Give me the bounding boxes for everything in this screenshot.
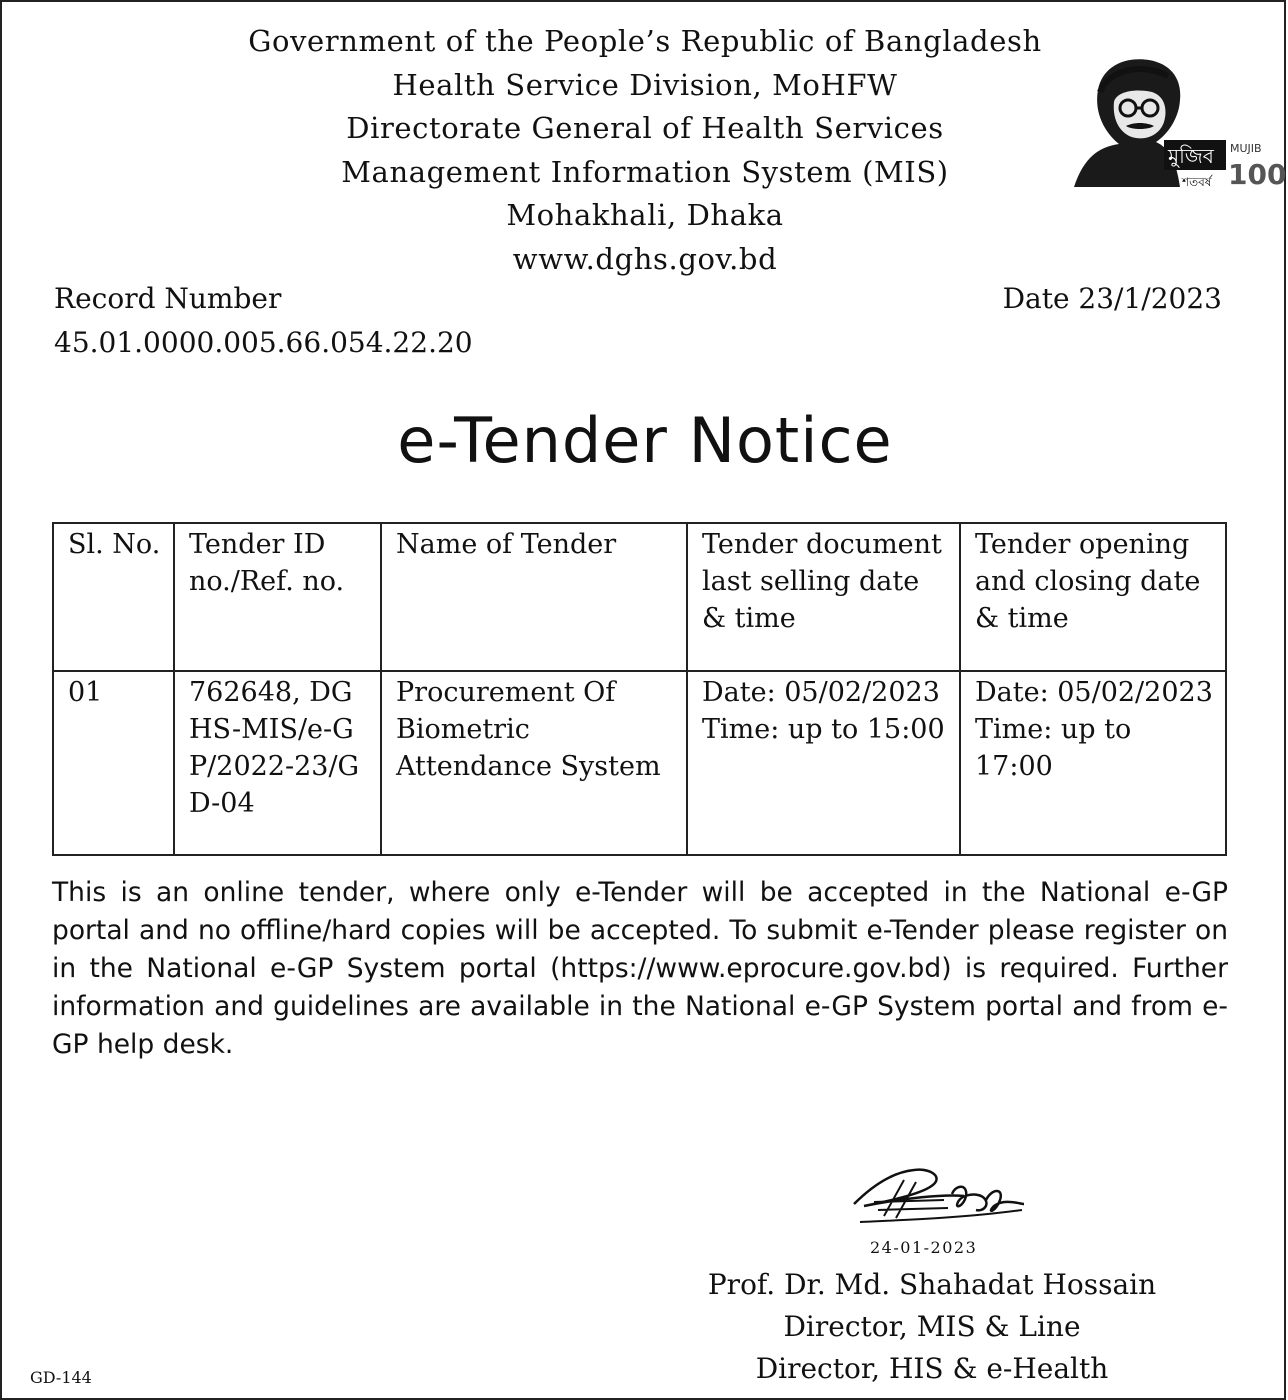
cell-opening-date: Date: 05/02/2023 Time: up to 17:00 (960, 671, 1226, 855)
directorate-line: Directorate General of Health Services (346, 111, 944, 145)
signatory-name: Prof. Dr. Md. Shahadat Hossain (707, 1268, 1157, 1301)
svg-text:মুজিব: মুজিব (1168, 144, 1214, 168)
table-header-row (53, 523, 1226, 671)
tender-table (52, 522, 1227, 856)
cell-selling-date: Date: 05/02/2023 Time: up to 15:00 (687, 671, 960, 855)
form-code: GD-144 (30, 1368, 92, 1387)
record-number-value: 45.01.0000.005.66.054.22.20 (54, 326, 473, 359)
division-line: Health Service Division, MoHFW (392, 67, 898, 102)
cell-sl-no: 01 (53, 671, 174, 855)
signatory-title-1: Director, MIS & Line (783, 1310, 1081, 1343)
notice-date: Date 23/1/2023 (1002, 282, 1222, 315)
header-selling-date: Tender document last selling date & time (687, 523, 960, 671)
website-line: www.dghs.gov.bd (512, 241, 778, 276)
svg-text:100: 100 (1228, 158, 1287, 191)
cell-tender-name: Procurement Of Biometric Attendance System (381, 671, 687, 855)
header-tender-id: Tender ID no./Ref. no. (174, 523, 381, 671)
header-opening-date: Tender opening and closing date & time (960, 523, 1226, 671)
mis-line: Management Information System (MIS) (341, 154, 949, 189)
tender-instructions: This is an online tender, where only e-Tender will be accepted in the National e-GP portal and no offline/hard copies will be accepted. To submit e-Tender please register on in the National e-GP System portal (https://www.eprocure.gov.bd) is required. Further information and guidelines are available in the National e-GP System portal and from e-GP help desk. (52, 877, 1228, 1060)
signatory-block (672, 1264, 1192, 1390)
svg-text:শতবর্ষ: শতবর্ষ (1182, 175, 1212, 189)
signatory-title-2: Director, HIS & e-Health (755, 1352, 1109, 1385)
svg-text:MUJIB: MUJIB (1230, 142, 1262, 155)
header-sl-no: Sl. No. (53, 523, 174, 671)
address-line: Mohakhali, Dhaka (506, 198, 784, 232)
table-row (53, 671, 1226, 855)
record-number-label: Record Number (54, 282, 282, 315)
signature-date: 24-01-2023 (870, 1238, 978, 1257)
handwritten-signature (844, 1154, 1034, 1238)
cell-tender-id: 762648, DGHS-MIS/e-GP/2022-23/GD-04 (174, 671, 381, 855)
header-tender-name: Name of Tender (381, 523, 687, 671)
notice-title: e-Tender Notice (397, 404, 893, 477)
mujib-100-logo (1064, 52, 1287, 192)
govt-line: Government of the People’s Republic of Bangladesh (248, 24, 1042, 58)
